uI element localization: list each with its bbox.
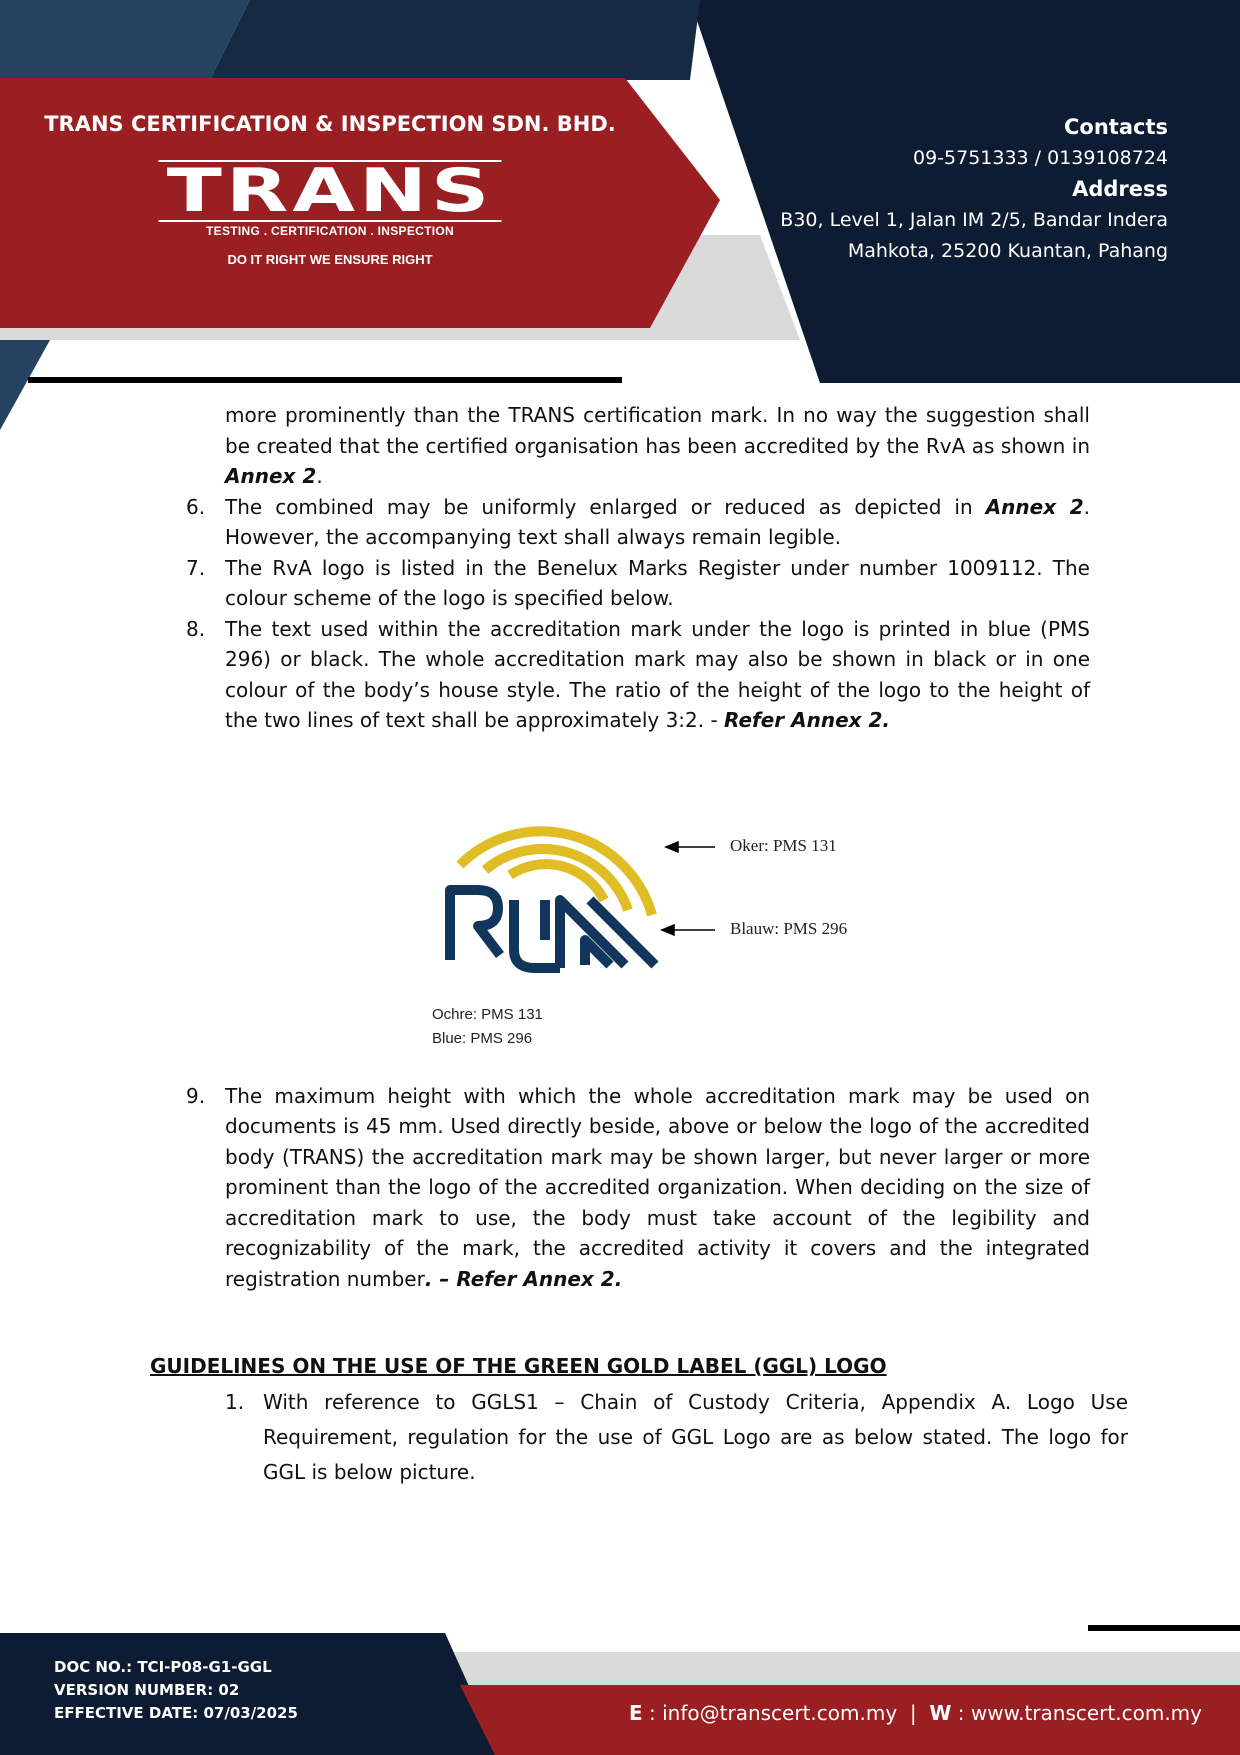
email-link[interactable]: info@transcert.com.my — [662, 1701, 898, 1725]
list-text-after: . However, the accompanying text shall always remain legible. — [225, 494, 1090, 549]
footer-contact: E : info@transcert.com.my | W : www.transcert.com.my — [629, 1701, 1202, 1725]
list-text: The RvA logo is listed in the Benelux Marks Register under number 1009112. The colour scheme of the logo is specified below. — [225, 555, 1090, 610]
continued-bold: Annex 2 — [225, 464, 317, 488]
header-rule — [28, 377, 622, 383]
list-number: 9. — [186, 1083, 206, 1108]
contacts-heading: Contacts — [1064, 115, 1168, 139]
list-number: 6. — [186, 494, 206, 519]
rva-logo — [430, 790, 880, 1010]
ggl-list-item-1 — [225, 1385, 1128, 1490]
header-corner-shape — [0, 340, 50, 430]
rva-letter-r — [450, 890, 500, 960]
footer-grey-strip — [440, 1652, 1240, 1685]
label-oker: Oker: PMS 131 — [730, 836, 837, 855]
company-name: TRANS CERTIFICATION & INSPECTION SDN. BHD. — [44, 112, 616, 136]
arrow-oker-head — [666, 842, 678, 852]
continued-end: . — [316, 464, 323, 488]
list-item-9 — [150, 1081, 1090, 1295]
website-link[interactable]: www.transcert.com.my — [970, 1701, 1202, 1725]
address-line-1: B30, Level 1, Jalan IM 2/5, Bandar Indera — [780, 209, 1168, 231]
list-text: The maximum height with which the whole accreditation mark may be used on documents is 45 mm. Used directly beside, above or below the logo of the accredited body (TRANS) the accreditation mark may be shown larger, but never larger or more prominent than the logo of the accredited organization. When deciding on the size of accreditation mark to use, the body must take account of the legibility and recognizability of the mark, the accredited activity it covers and the integrated registration number — [225, 1083, 1090, 1291]
contact-block — [780, 112, 1168, 267]
doc-number: DOC NO.: TCI-P08-G1-GGL — [54, 1658, 272, 1676]
list-text: The text used within the accreditation mark under the logo is printed in blue (PMS 296) or black. The whole accreditation mark may also be shown in black or in one colour of the body’s house style. The ratio of the height of the logo to the height of the two lines of text shall be approximately 3:2. - — [225, 616, 1090, 732]
rva-letter-a1 — [560, 900, 625, 968]
logo-subtitle: TESTING . CERTIFICATION . INSPECTION — [206, 224, 454, 238]
caption-ochre: Ochre: PMS 131 — [432, 1006, 543, 1023]
list-bold: . – Refer Annex 2. — [424, 1266, 623, 1291]
document-info — [54, 1656, 298, 1725]
continued-text: more prominently than the TRANS certification mark. In no way the suggestion shall be created that the certified organisation has been accredited by the RvA as shown in — [225, 403, 1090, 458]
logo-wordmark: TRANS — [159, 160, 502, 222]
list-item-7 — [150, 553, 1090, 614]
effective-date: EFFECTIVE DATE: 07/03/2025 — [54, 1704, 298, 1722]
continued-paragraph — [225, 400, 1090, 492]
header-dark-shape — [210, 0, 700, 80]
email-label: E — [629, 1701, 643, 1725]
list-bold: Annex 2 — [985, 494, 1084, 519]
list-text: With reference to GGLS1 – Chain of Custody Criteria, Appendix A. Logo Use Requirement, regulation for the use of GGL Logo are as below stated. The logo for GGL is below picture. — [263, 1390, 1128, 1484]
footer-separator: | — [909, 1701, 917, 1725]
caption-blue: Blue: PMS 296 — [432, 1030, 533, 1047]
callout-arrows — [662, 842, 715, 935]
footer-rule — [1088, 1625, 1240, 1631]
rva-letter-v — [514, 900, 560, 968]
arrow-blauw-head — [662, 925, 674, 935]
version-number: VERSION NUMBER: 02 — [54, 1681, 240, 1699]
label-blauw: Blauw: PMS 296 — [730, 919, 848, 938]
list-bold: Refer Annex 2. — [724, 708, 891, 732]
web-label: W — [929, 1701, 952, 1725]
list-number: 1. — [225, 1390, 245, 1414]
list-number: 7. — [186, 555, 206, 580]
list-number: 8. — [186, 616, 206, 641]
address-heading: Address — [1072, 177, 1168, 201]
trans-logo — [166, 156, 494, 267]
logo-tagline: DO IT RIGHT WE ENSURE RIGHT — [227, 252, 433, 267]
header-steel-shape — [0, 0, 250, 80]
address-line-2: Mahkota, 25200 Kuantan, Pahang — [847, 240, 1168, 262]
contacts-phone: 09-5751333 / 0139108724 — [912, 147, 1168, 169]
list-item-6 — [150, 492, 1090, 553]
rva-arc-inner — [510, 864, 604, 900]
rva-logo-figure — [430, 790, 880, 1060]
ggl-section-title: GUIDELINES ON THE USE OF THE GREEN GOLD LABEL (GGL) LOGO — [150, 1354, 887, 1378]
list-item-8 — [150, 614, 1090, 736]
list-text: The combined may be uniformly enlarged or reduced as depicted in — [225, 494, 986, 519]
